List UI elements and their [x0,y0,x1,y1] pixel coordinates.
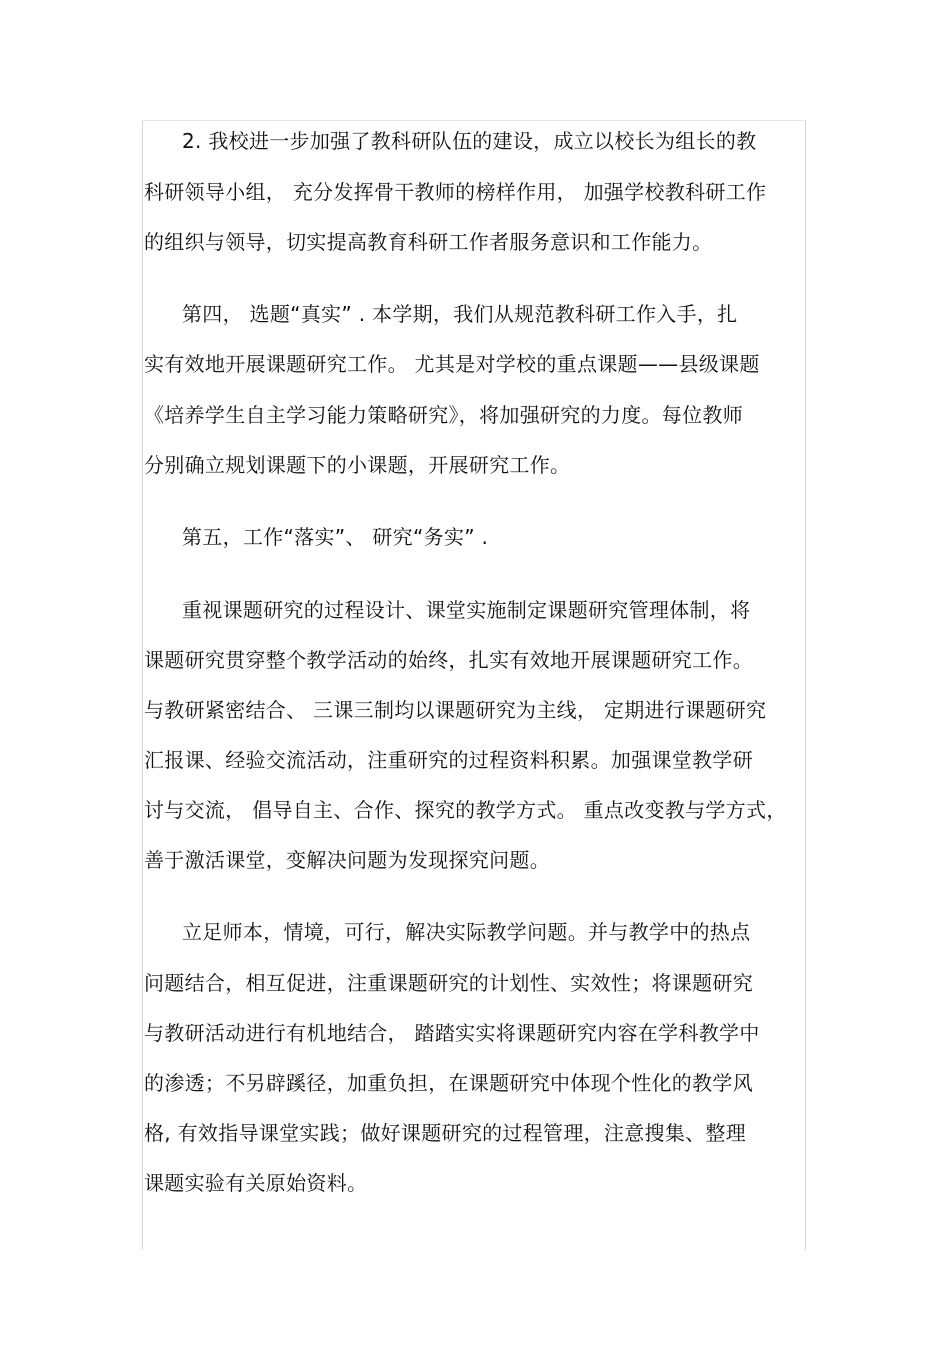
text-line: 与教研活动进行有机地结合， 踏踏实实将课题研究内容在学科教学中 [144,1021,760,1045]
text-line: 第五，工作“落实”、 研究“务实” . [182,525,489,549]
text-line: 实有效地开展课题研究工作。 尤其是对学校的重点课题——县级课题 [144,352,760,376]
text-line: 《培养学生自主学习能力策略研究》，将加强研究的力度。每位教师 [144,403,743,427]
text-line: 讨与交流， 倡导自主、合作、探究的教学方式。 重点改变教与学方式， [144,798,787,822]
text-line: 汇报课、经验交流活动，注重研究的过程资料积累。加强课堂教学研 [144,748,753,772]
text-line: 善于激活课堂，变解决问题为发现探究问题。 [144,848,550,872]
text-line: 与教研紧密结合、 三课三制均以课题研究为主线， 定期进行课题研究 [144,698,767,722]
text-line: 第四， 选题“真实” . 本学期，我们从规范教科研工作入手，扎 [182,302,738,326]
text-line: 课题实验有关原始资料。 [144,1171,368,1195]
text-line: 科研领导小组， 充分发挥骨干教师的榜样作用， 加强学校教科研工作 [144,180,767,204]
text-line: 分别确立规划课题下的小课题，开展研究工作。 [144,453,571,477]
text-line: 重视课题研究的过程设计、课堂实施制定课题研究管理体制，将 [182,598,751,622]
text-line: 的渗透；不另辟蹊径，加重负担，在课题研究中体现个性化的教学风 [144,1071,753,1095]
text-line: 2. 我校进一步加强了教科研队伍的建设，成立以校长为组长的教 [182,129,757,153]
text-line: 的组织与领导，切实提高教育科研工作者服务意识和工作能力。 [144,230,713,254]
text-line: 课题研究贯穿整个教学活动的始终，扎实有效地开展课题研究工作。 [144,648,753,672]
text-line: 问题结合，相互促进，注重课题研究的计划性、实效性；将课题研究 [144,971,753,995]
text-line: 格, 有效指导课堂实践；做好课题研究的过程管理，注意搜集、整理 [144,1121,747,1145]
text-line: 立足师本，情境，可行，解决实际教学问题。并与教学中的热点 [182,920,751,944]
